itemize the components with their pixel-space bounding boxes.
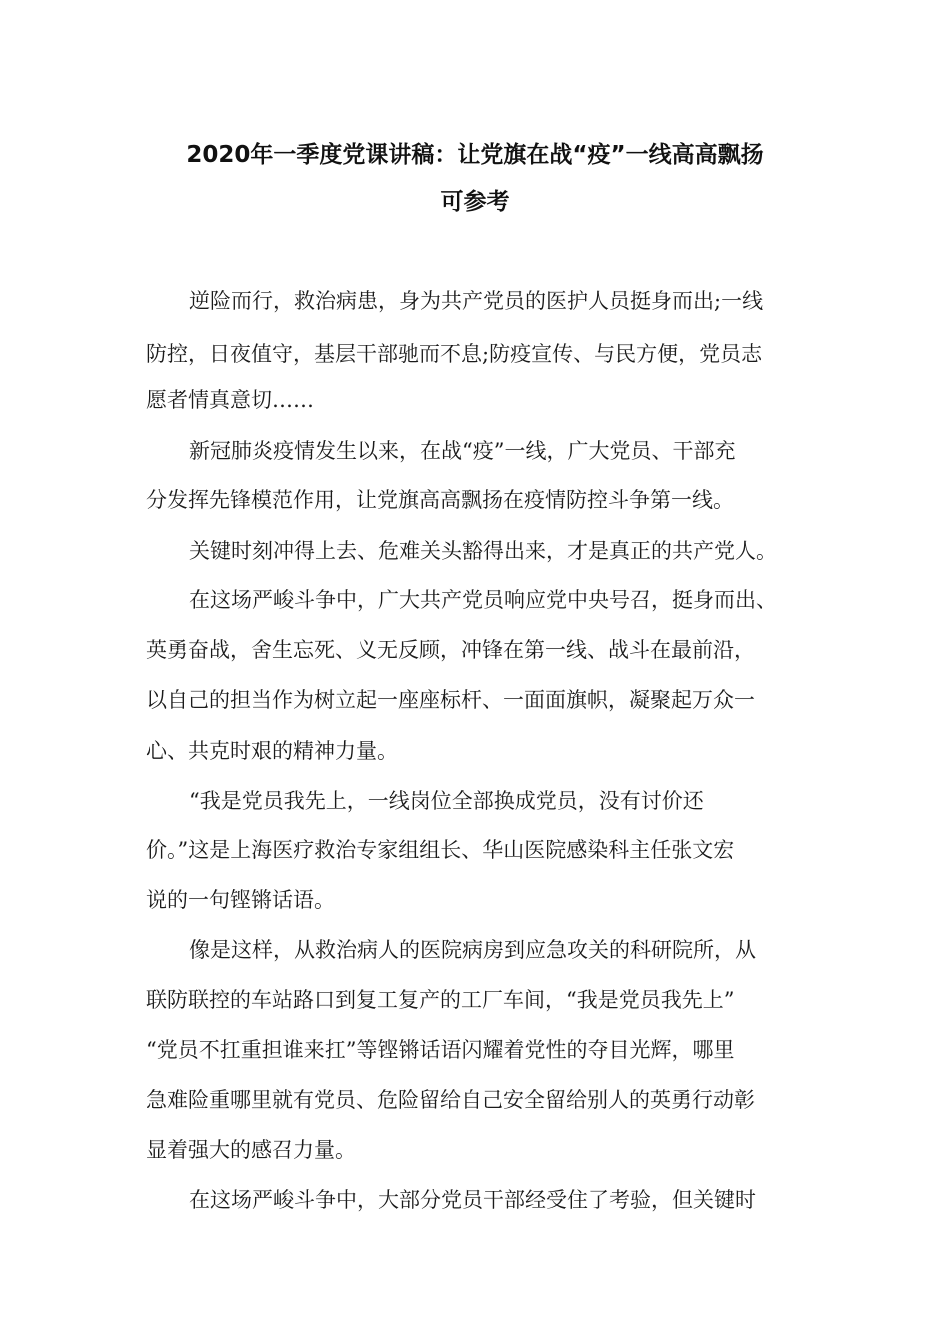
paragraph-line: 逆险而行，救治病患，身为共产党员的医护人员挺身而出;一线	[189, 289, 764, 313]
paragraph-line: 急难险重哪里就有党员、危险留给自己安全留给别人的英勇行动彰	[146, 1088, 755, 1112]
paragraph-line: 在这场严峻斗争中，大部分党员干部经受住了考验，但关键时	[189, 1188, 756, 1212]
paragraph-line: 英勇奋战，舍生忘死、义无反顾，冲锋在第一线、战斗在最前沿，	[146, 638, 755, 662]
paragraph-line: 防控，日夜值守，基层干部驰而不息;防疫宣传、与民方便，党员志	[146, 342, 763, 366]
paragraph-line: 以自己的担当作为树立起一座座标杆、一面面旗帜，凝聚起万众一	[146, 688, 755, 712]
paragraph-line: 说的一句铿锵话语。	[146, 888, 335, 912]
document-title-line-2: 可参考	[440, 189, 510, 215]
paragraph-line: 关键时刻冲得上去、危难关头豁得出来，才是真正的共产党人。	[189, 539, 777, 563]
paragraph-line: 分发挥先锋模范作用，让党旗高高飘扬在疫情防控斗争第一线。	[146, 488, 734, 512]
paragraph-line: 联防联控的车站路口到复工复产的工厂车间，“我是党员我先上”	[146, 988, 735, 1012]
paragraph-line: 在这场严峻斗争中，广大共产党员响应党中央号召，挺身而出、	[189, 588, 777, 612]
paragraph-line: 显着强大的感召力量。	[146, 1138, 356, 1162]
paragraph-line: 新冠肺炎疫情发生以来，在战“疫”一线，广大党员、干部充	[189, 439, 736, 463]
document-title-line-1: 2020年一季度党课讲稿：让党旗在战“疫”一线高高飘扬	[186, 142, 764, 168]
paragraph-line: “我是党员我先上，一线岗位全部换成党员，没有讨价还	[189, 789, 704, 813]
paragraph-line: 价。”这是上海医疗救治专家组组长、华山医院感染科主任张文宏	[146, 838, 735, 862]
paragraph-line: “党员不扛重担谁来扛”等铿锵话语闪耀着党性的夺目光辉，哪里	[146, 1038, 735, 1062]
paragraph-line: 像是这样，从救治病人的医院病房到应急攻关的科研院所，从	[189, 938, 756, 962]
paragraph-line: 愿者情真意切……	[146, 388, 314, 412]
paragraph-line: 心、共克时艰的精神力量。	[146, 739, 398, 763]
